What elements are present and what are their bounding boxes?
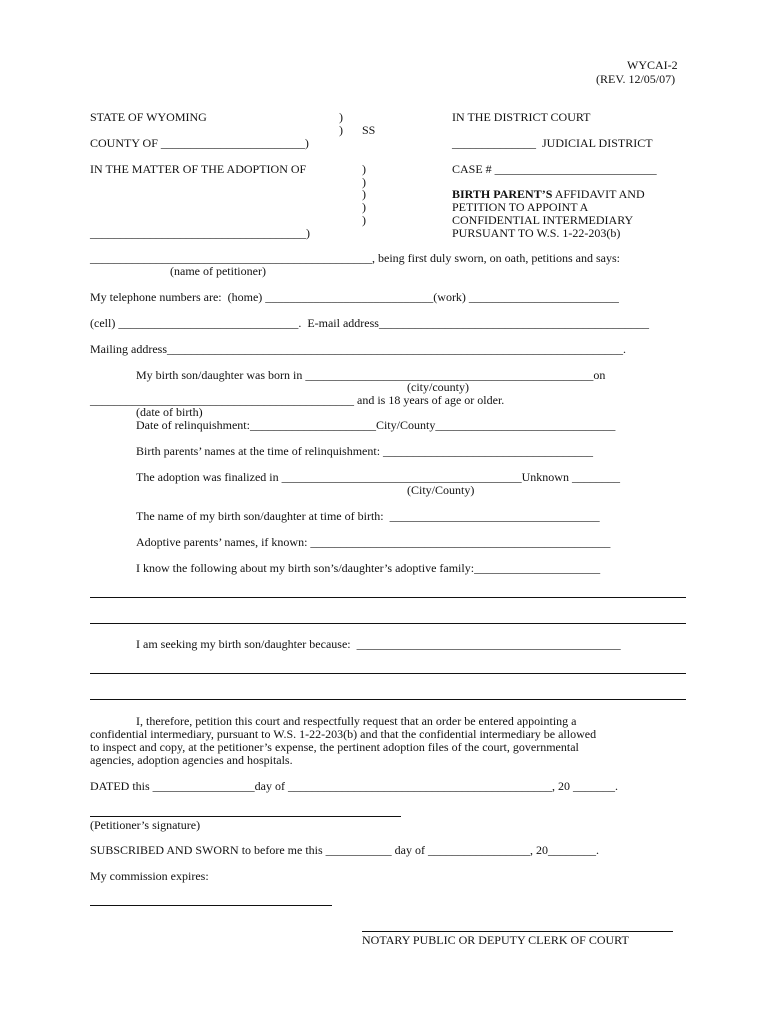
- commission-expires-label: My commission expires:: [90, 869, 209, 883]
- adoptive-parents-field[interactable]: Adoptive parents’ names, if known: __________________________________________________: [136, 535, 611, 549]
- petitioner-signature-line[interactable]: [90, 816, 401, 817]
- birth-parents-names-field[interactable]: Birth parents’ names at the time of relinquishment: ___________________________________: [136, 444, 594, 458]
- subscribed-sworn-field[interactable]: SUBSCRIBED AND SWORN to before me this ___________ day of _________________, 20________.: [90, 843, 599, 857]
- caption-paren: ): [362, 200, 366, 214]
- reason-for-seeking-field[interactable]: I am seeking my birth son/daughter because: ____________________________________________: [136, 637, 621, 651]
- telephone-fields[interactable]: My telephone numbers are: (home) ____________________________(work) _________________________: [90, 290, 619, 304]
- caption-paren: ): [362, 187, 366, 201]
- document-title-line-3: CONFIDENTIAL INTERMEDIARY: [452, 213, 634, 227]
- case-number-field[interactable]: CASE # ___________________________: [452, 162, 657, 176]
- petitioner-name-caption: (name of petitioner): [170, 264, 266, 278]
- date-of-birth-field[interactable]: ____________________________________________ and is 18 years of age or older.: [90, 393, 505, 407]
- caption-paren: ): [362, 213, 366, 227]
- county-field[interactable]: COUNTY OF ________________________): [90, 136, 309, 150]
- document-title-line-4: PURSUANT TO W.S. 1-22-203(b): [452, 226, 621, 240]
- document-title-line-1: [452, 187, 645, 201]
- notary-caption: NOTARY PUBLIC OR DEPUTY CLERK OF COURT: [362, 933, 629, 947]
- adoptee-name-field[interactable]: ____________________________________): [90, 226, 310, 240]
- ss-label: SS: [362, 123, 376, 137]
- document-title-rest: AFFIDAVIT AND: [552, 187, 645, 201]
- petition-paragraph-line-2: confidential intermediary, pursuant to W.S. 1-22-203(b) and that the confidential intermediary be allowed: [90, 727, 597, 741]
- form-id: WYCAI-2: [627, 58, 678, 72]
- reason-for-seeking-line[interactable]: [90, 673, 686, 674]
- cell-email-fields[interactable]: (cell) ______________________________. E-mail address_____________________________________________: [90, 316, 649, 330]
- petitioner-oath-line[interactable]: _______________________________________________, being first duly sworn, on oath, petitions and says:: [90, 251, 620, 265]
- caption-paren: ): [339, 123, 343, 137]
- petition-paragraph-line-3: to inspect and copy, at the petitioner’s expense, the pertinent adoption files of the court, governmental: [90, 740, 579, 754]
- city-county-caption: (City/County): [407, 483, 475, 497]
- caption-paren: ): [339, 110, 343, 124]
- adoption-matter-label: IN THE MATTER OF THE ADOPTION OF: [90, 162, 307, 176]
- adoption-finalized-field[interactable]: The adoption was finalized in ________________________________________Unknown ________: [136, 470, 620, 484]
- adoptive-family-info-line[interactable]: [90, 623, 686, 624]
- date-of-birth-caption: (date of birth): [136, 405, 203, 419]
- adoptive-family-info-field[interactable]: I know the following about my birth son’s/daughter’s adoptive family:_____________________: [136, 561, 601, 575]
- petitioner-signature-caption: (Petitioner’s signature): [90, 818, 201, 832]
- petition-paragraph-line-1: I, therefore, petition this court and respectfully request that an order be entered appointing a: [136, 714, 577, 728]
- form-revision: (REV. 12/05/07): [596, 72, 676, 86]
- caption-paren: ): [362, 162, 366, 176]
- notary-signature-line[interactable]: [362, 931, 673, 932]
- commission-expires-line[interactable]: [90, 905, 332, 906]
- dated-field[interactable]: DATED this _________________day of ____________________________________________, 20 _______.: [90, 779, 618, 793]
- judicial-district-field[interactable]: ______________ JUDICIAL DISTRICT: [452, 136, 653, 150]
- name-at-birth-field[interactable]: The name of my birth son/daughter at time of birth: ___________________________________: [136, 509, 600, 523]
- caption-paren: ): [362, 175, 366, 189]
- relinquishment-fields[interactable]: Date of relinquishment:_____________________City/County______________________________: [136, 418, 616, 432]
- petition-paragraph-line-4: agencies, adoption agencies and hospitals.: [90, 753, 293, 767]
- city-county-caption: (city/county): [407, 380, 469, 394]
- document-title-line-2: PETITION TO APPOINT A: [452, 200, 589, 214]
- court-label: IN THE DISTRICT COURT: [452, 110, 591, 124]
- reason-for-seeking-line[interactable]: [90, 699, 686, 700]
- state-label: STATE OF WYOMING: [90, 110, 207, 124]
- document-title-bold: BIRTH PARENT’S: [452, 187, 553, 201]
- mailing-address-field[interactable]: Mailing address____________________________________________________________________________.: [90, 342, 626, 356]
- adoptive-family-info-line[interactable]: [90, 597, 686, 598]
- birthplace-field[interactable]: My birth son/daughter was born in ________________________________________________on: [136, 368, 606, 382]
